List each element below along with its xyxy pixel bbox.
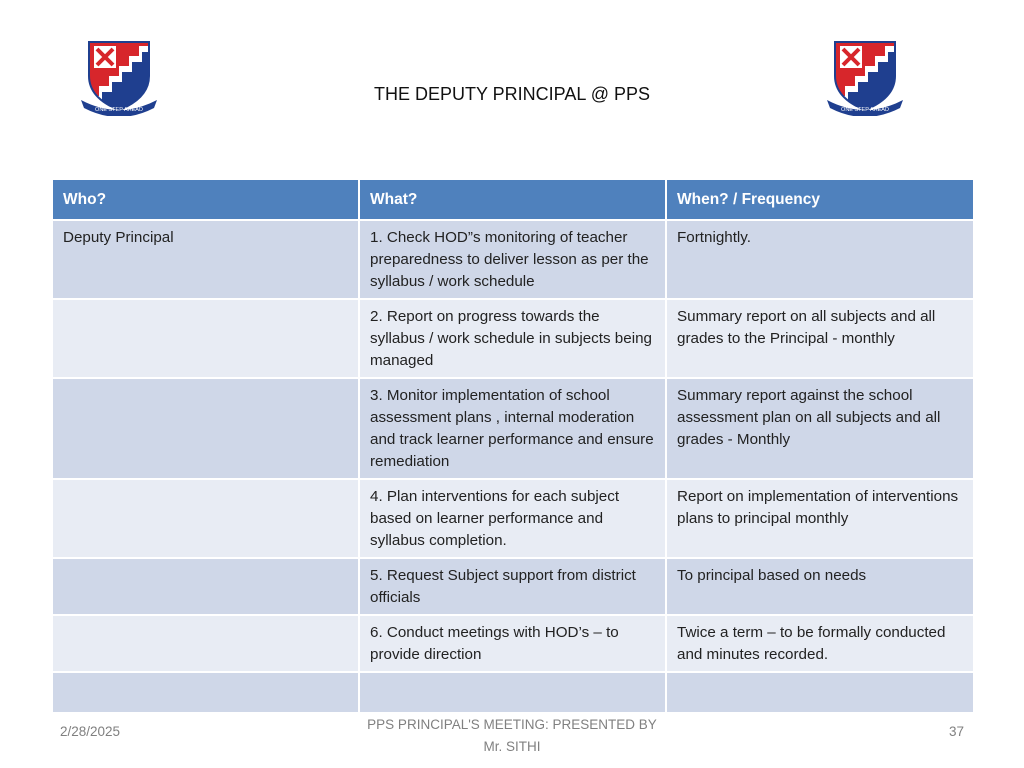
cell-what: 1. Check HOD”s monitoring of teacher preparedness to deliver lesson as per the syllabus / work schedule [359, 220, 666, 299]
cell-who: Deputy Principal [52, 220, 359, 299]
cell-when: Twice a term – to be formally conducted and minutes recorded. [666, 615, 974, 672]
logo-motto: ONE STEP AHEAD [841, 107, 889, 113]
footer-center-line2: Mr. SITHI [483, 739, 541, 754]
table-row [52, 615, 974, 672]
header-what: What? [359, 179, 666, 220]
cell-when: Summary report on all subjects and all grades to the Principal - monthly [666, 299, 974, 378]
cell-when: Fortnightly. [666, 220, 974, 299]
cell-when: Report on implementation of interventions plans to principal monthly [666, 479, 974, 558]
cell-what: 6. Conduct meetings with HOD’s – to provide direction [359, 615, 666, 672]
slide-number: 37 [948, 724, 964, 739]
slide-title: THE DEPUTY PRINCIPAL @ PPS [373, 84, 650, 104]
cell-who [52, 378, 359, 479]
cell-when: To principal based on needs [666, 558, 974, 615]
table-row [52, 378, 974, 479]
cell-who [52, 479, 359, 558]
header-who: Who? [52, 179, 359, 220]
cell-what: 3. Monitor implementation of school assessment plans , internal moderation and track learner performance and ensure remediation [359, 378, 666, 479]
cell-when [666, 672, 974, 713]
cell-who [52, 299, 359, 378]
cell-what: 4. Plan interventions for each subject based on learner performance and syllabus completion. [359, 479, 666, 558]
footer-presenter [340, 714, 684, 758]
cell-what [359, 672, 666, 713]
cell-who [52, 558, 359, 615]
footer-date: 2/28/2025 [60, 724, 121, 739]
duties-table [51, 178, 975, 714]
cell-what: 2. Report on progress towards the syllabus / work schedule in subjects being managed [359, 299, 666, 378]
cell-who [52, 615, 359, 672]
cell-who [52, 672, 359, 713]
table-row [52, 672, 974, 713]
table-header-row [52, 179, 974, 220]
table-row [52, 299, 974, 378]
table-row [52, 558, 974, 615]
cell-what: 5. Request Subject support from district officials [359, 558, 666, 615]
table-row [52, 479, 974, 558]
table-row [52, 220, 974, 299]
logo-motto: ONE STEP AHEAD [95, 107, 143, 113]
cell-when: Summary report against the school assessment plan on all subjects and all grades - Monthly [666, 378, 974, 479]
header-when: When? / Frequency [666, 179, 974, 220]
footer-center-line1: PPS PRINCIPAL'S MEETING: PRESENTED BY [367, 717, 657, 732]
